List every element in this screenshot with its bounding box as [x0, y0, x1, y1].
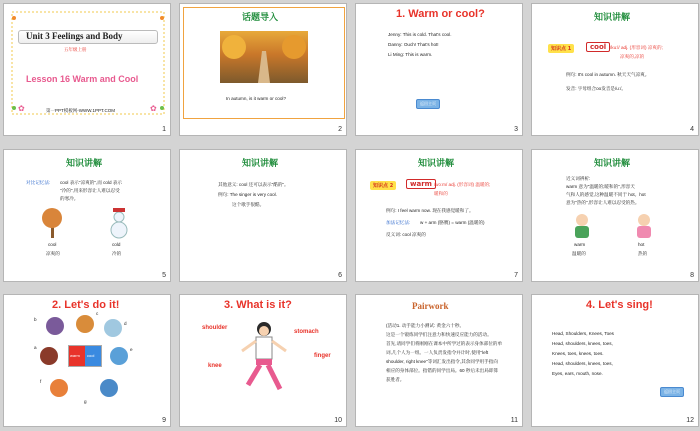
item-circle [46, 317, 64, 335]
finger-label: finger [314, 353, 331, 359]
slide-number: 1 [162, 126, 166, 133]
meaning-text: 暖和的 [434, 191, 448, 196]
slide-content [532, 295, 699, 413]
grade-label: 五年级上册 [64, 47, 87, 52]
text-line: 意为"热的",形容让人难以忍受的热。 [566, 200, 640, 205]
warm-cool-center [68, 345, 102, 367]
knowledge-point-tag: 知识点 2 [370, 181, 396, 190]
slide-title: 1. Warm or cool? [396, 8, 485, 20]
item-circle [40, 347, 58, 365]
slide-number: 7 [514, 272, 518, 279]
slide-thumbnail-11[interactable] [355, 294, 523, 427]
slide-number: 9 [162, 417, 166, 424]
compare-line: cool 表示"凉爽的",而 cold 表示 [60, 180, 122, 185]
slide-number: 2 [338, 126, 342, 133]
text-line: 相应的身体部位。指错的同学出局。60 秒后未出局即算 [386, 368, 499, 373]
text-line: (活动1. 动手能力小测试: 黄金六十秒。 [386, 323, 465, 328]
example-text: 例句: It's cool in autumn. 秋天天气凉爽。 [566, 72, 650, 77]
warm-child-icon [570, 212, 594, 240]
slide-content [180, 4, 347, 122]
slide-title: 3. What is it? [224, 299, 292, 311]
hot-child-icon [632, 212, 656, 240]
item-letter-e: e [130, 347, 133, 352]
text-line: 首先,请同学们将刚刚在课本中所学过的表示身体部位的单 [386, 341, 503, 346]
item-letter-g: g [84, 399, 87, 404]
slide-thumbnail-9[interactable] [3, 294, 171, 427]
slide-number: 10 [334, 417, 342, 424]
slide-number: 5 [162, 272, 166, 279]
center-warm-label: warm [70, 353, 80, 358]
text-line: 近义词辨析: [566, 176, 591, 181]
lyric-line: Eyes, ears, mouth, nose. [552, 371, 603, 376]
slide-thumbnail-8[interactable] [531, 149, 699, 282]
slide-number: 4 [690, 126, 694, 133]
slide-title: 知识讲解 [594, 158, 631, 168]
text-line: 这个歌手很酷。 [232, 202, 265, 207]
cold-label: cold [112, 242, 121, 247]
slide-title: 知识讲解 [242, 158, 279, 168]
autumn-tree-icon [38, 206, 68, 240]
lyric-line: Head, shoulders, knees, toes, [552, 361, 613, 366]
text-line: shoulder, right knee"等词汇发出指令,其余同学用手指向 [386, 359, 498, 364]
knowledge-point-tag: 知识点 1 [548, 44, 574, 53]
slide-number: 3 [514, 126, 518, 133]
lesson-title: Lesson 16 Warm and Cool [26, 74, 139, 84]
item-circle [100, 379, 118, 397]
autumn-road-image [220, 31, 308, 83]
slide-thumbnail-2[interactable] [179, 3, 347, 136]
lyric-line: Knees, toes, knees, toes. [552, 351, 604, 356]
slide-title: 4. Let's sing! [586, 299, 653, 311]
slide-content [356, 295, 523, 413]
text-line: 词,几个人为一组。一人负责发指令并计时,使用"left [386, 350, 489, 355]
footer-text: 第一PPT模板网-WWW.1PPT.COM [46, 108, 115, 113]
item-letter-a: a [34, 345, 37, 350]
slide-title: 知识讲解 [66, 158, 103, 168]
slide-thumbnail-5[interactable] [3, 149, 171, 282]
slide-thumbnail-6[interactable] [179, 149, 347, 282]
item-letter-b: b [34, 317, 37, 322]
slide-content [4, 4, 171, 122]
flower-icon: ✿ [150, 104, 157, 113]
warm-meaning: 温暖的 [572, 251, 586, 256]
item-letter-f: f [40, 379, 42, 384]
compare-line: "冷的",用来形容让人难以忍受 [60, 188, 120, 193]
item-circle [104, 319, 122, 337]
dialog-line: Li Ming: This is warm. [388, 52, 433, 57]
text-line: 这是一个锻炼同学们注意力和快速反应能力的活动。 [386, 332, 492, 337]
slide-title: Pairwork [412, 301, 449, 311]
memory-text: w + arm (胳膊) = warm (温暖的) [420, 220, 485, 225]
slide-number: 11 [510, 417, 518, 424]
slide-number: 8 [690, 272, 694, 279]
cool-meaning: 凉爽的 [46, 251, 60, 256]
lyric-line: Head, shoulders, knees, toes, [552, 341, 613, 346]
stomach-label: stomach [294, 329, 319, 335]
slide-thumbnail-3[interactable] [355, 3, 523, 136]
return-home-button[interactable]: 返回主页 [416, 99, 440, 109]
question-caption: In autumn, is it warm or cool? [226, 96, 286, 101]
item-circle [50, 379, 68, 397]
text-line: 其他意义: cool 还可以表示"酷的"。 [218, 182, 289, 187]
center-cool-label: cool [87, 353, 95, 358]
text-line: warm 意为"温暖的;暖和的",形容天 [566, 184, 635, 189]
dots-border-decoration [4, 4, 171, 122]
memory-label: 加法记忆法: [386, 220, 411, 225]
slide-content [4, 150, 171, 268]
slide-title: 话题导入 [242, 12, 279, 22]
flower-icon: ✿ [18, 104, 25, 113]
phonetic-text: /wɔːm/ adj. (形容词) 温暖的; [434, 182, 491, 187]
slide-thumbnail-4[interactable] [531, 3, 699, 136]
text-line: 获胜者。 [386, 377, 405, 382]
slide-title: 知识讲解 [418, 158, 455, 168]
item-letter-d: d [124, 321, 127, 326]
cool-label: cool [48, 242, 57, 247]
slide-content [180, 150, 347, 268]
compare-line: 的寒冷。 [60, 196, 79, 201]
cold-meaning: 冷的 [112, 251, 122, 256]
slide-content [356, 150, 523, 268]
hot-meaning: 热的 [638, 251, 648, 256]
text-line: 例句: The singer is very cool. [218, 192, 277, 197]
item-circle [76, 315, 94, 333]
item-circle [110, 347, 128, 365]
text-line: 气和人的感觉,这种温暖不同于 hot。hot [566, 192, 646, 197]
unit-title: Unit 3 Feelings and Body [26, 31, 123, 41]
dialog-line: Danny: Ouch! That's hot! [388, 42, 439, 47]
word-box: cool [586, 42, 610, 52]
slide-thumbnail-10[interactable] [179, 294, 347, 427]
warm-label: warm [574, 242, 586, 247]
lyric-line: Head, Shoulders, Knees, Toes [552, 331, 614, 336]
hot-label: hot [638, 242, 645, 247]
body-figure-icon [234, 319, 294, 405]
return-home-button[interactable]: 返回主页 [660, 387, 684, 397]
knee-label: knee [208, 363, 222, 369]
snowman-icon [104, 206, 134, 240]
slide-number: 12 [686, 417, 694, 424]
slide-content [180, 295, 347, 413]
slide-content [532, 4, 699, 122]
antonym-text: 反义词: cool 凉爽的 [386, 232, 426, 237]
slide-thumbnail-12[interactable] [531, 294, 699, 427]
item-letter-c: c [96, 311, 99, 316]
slide-content [532, 150, 699, 268]
slide-thumbnail-7[interactable] [355, 149, 523, 282]
slide-content [4, 295, 171, 413]
note-text: 发音: 字母组合oo发音是/uː/。 [566, 86, 626, 91]
slide-content [356, 4, 523, 122]
meaning-text: 凉爽的,凉的 [620, 54, 645, 59]
example-text: 例句: I feel warm now. 现在我感觉暖和了。 [386, 208, 474, 213]
slide-thumbnail-1[interactable] [3, 3, 171, 136]
dialog-line: Jenny: This is cold. That's cool. [388, 32, 452, 37]
compare-label: 对比记忆法: [26, 180, 51, 185]
phonetic-text: /kuːl/ adj. (形容词) 凉爽的; [610, 45, 663, 50]
slide-title: 2. Let's do it! [52, 299, 120, 311]
shoulder-label: shoulder [202, 325, 228, 331]
word-box: warm [406, 179, 436, 189]
slide-title: 知识讲解 [594, 12, 631, 22]
slide-number: 6 [338, 272, 342, 279]
